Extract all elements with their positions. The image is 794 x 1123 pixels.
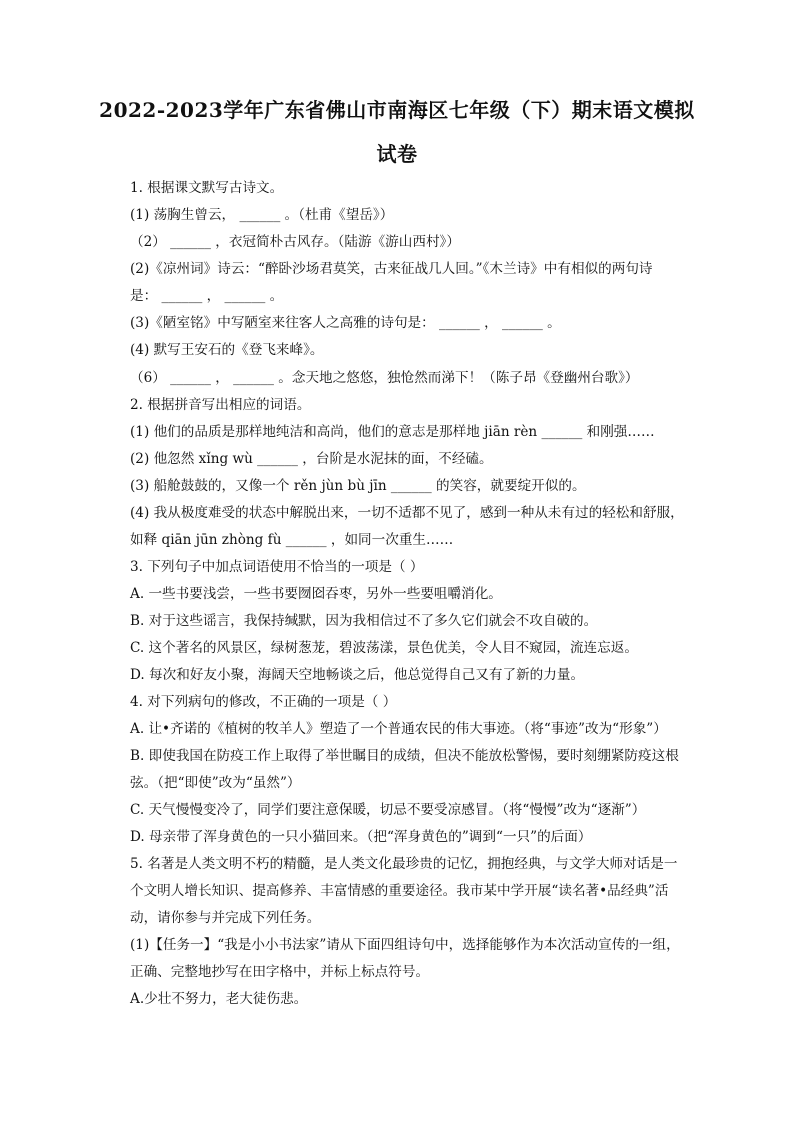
text-line: 是： ______ ， ______ 。 (130, 288, 284, 304)
text-line: （2） ______ ，衣冠简朴古风存。（陆游《游山西村》） (130, 234, 460, 250)
page-title-line2: 试卷 (376, 142, 418, 166)
text-line: 4. 对下列病句的修改，不正确的一项是（ ） (130, 694, 397, 710)
text-line: D. 母亲带了浑身黄色的一只小猫回来。（把“浑身黄色的”调到“一只”的后面） (130, 829, 592, 845)
text-line: 2. 根据拼音写出相应的词语。 (130, 397, 311, 413)
text-line: (1) 荡胸生曾云， ______ 。（杜甫《望岳》） (130, 207, 394, 223)
text-line: 弦。（把“即使”改为“虽然”） (130, 775, 301, 791)
text-line: 3. 下列句子中加点词语使用不恰当的一项是（ ） (130, 559, 424, 575)
text-line: 5. 名著是人类文明不朽的精髓，是人类文化最珍贵的记忆，拥抱经典，与文学大师对话是一 (130, 856, 678, 872)
text-line: (3) 船舱鼓鼓的，又像一个 rěn jùn bù jīn ______ 的笑容，就要绽开似的。 (130, 478, 586, 494)
text-line: B. 对于这些谣言，我保持缄默，因为我相信过不了多久它们就会不攻自破的。 (130, 613, 598, 629)
text-line: A.少壮不努力，老大徒伤悲。 (130, 991, 308, 1007)
text-line: A. 一些书要浅尝，一些书要囫囵吞枣，另外一些要咀嚼消化。 (130, 586, 502, 602)
text-line: D. 每次和好友小聚，海阔天空地畅谈之后，他总觉得自己又有了新的力量。 (130, 667, 585, 683)
text-line: 如释 qiān jūn zhòng fù ______ ，如同一次重生…… (130, 532, 454, 548)
text-line: B. 即使我国在防疫工作上取得了举世瞩目的成绩，但决不能放松警惕，要时刻绷紧防疫这根 (130, 748, 679, 764)
text-line: (1) 他们的品质是那样地纯洁和高尚，他们的意志是那样地 jiān rèn ______ 和刚强…… (130, 424, 655, 440)
text-line: (2)《凉州词》诗云：“醉卧沙场君莫笑，古来征战几人回。”《木兰诗》中有相似的两句诗 (130, 261, 653, 277)
text-line: (1)【任务一】“我是小小书法家”请从下面四组诗句中，选择能够作为本次活动宣传的一组， (130, 937, 680, 953)
text-line: 个文明人增长知识、提高修养、丰富情感的重要途径。我市某中学开展“读名著•品经典”活 (130, 883, 669, 899)
page-title-line1: 2022-2023学年广东省佛山市南海区七年级（下）期末语文模拟 (99, 98, 695, 122)
text-line: 动，请你参与并完成下列任务。 (130, 910, 321, 926)
text-line: (2) 他忽然 xǐng wù ______ ，台阶是水泥抹的面，不经磕。 (130, 451, 493, 467)
text-line: C. 这个著名的风景区，绿树葱茏，碧波荡漾，景色优美，令人目不窥园，流连忘返。 (130, 640, 638, 656)
text-line: 1. 根据课文默写古诗文。 (130, 180, 284, 196)
text-line: （6） ______ ， ______ 。念天地之悠悠，独怆然而涕下！（陈子昂《登幽州台歌》） (130, 370, 639, 386)
text-line: (4) 默写王安石的《登飞来峰》。 (130, 342, 324, 358)
text-line: (4) 我从极度难受的状态中解脱出来，一切不适都不见了，感到一种从未有过的轻松和舒服， (130, 505, 684, 521)
text-line: C. 天气慢慢变冷了，同学们要注意保暖，切忌不要受凉感冒。（将“慢慢”改为“逐渐”） (130, 802, 646, 818)
text-line: A. 让•齐诺的《植树的牧羊人》塑造了一个普通农民的伟大事迹。（将“事迹”改为“形象”） (130, 721, 667, 737)
text-line: 正确、完整地抄写在田字格中，并标上标点符号。 (130, 964, 430, 980)
text-line: (3)《陋室铭》中写陋室来往客人之高雅的诗句是： ______ ， ______ 。 (130, 315, 561, 331)
